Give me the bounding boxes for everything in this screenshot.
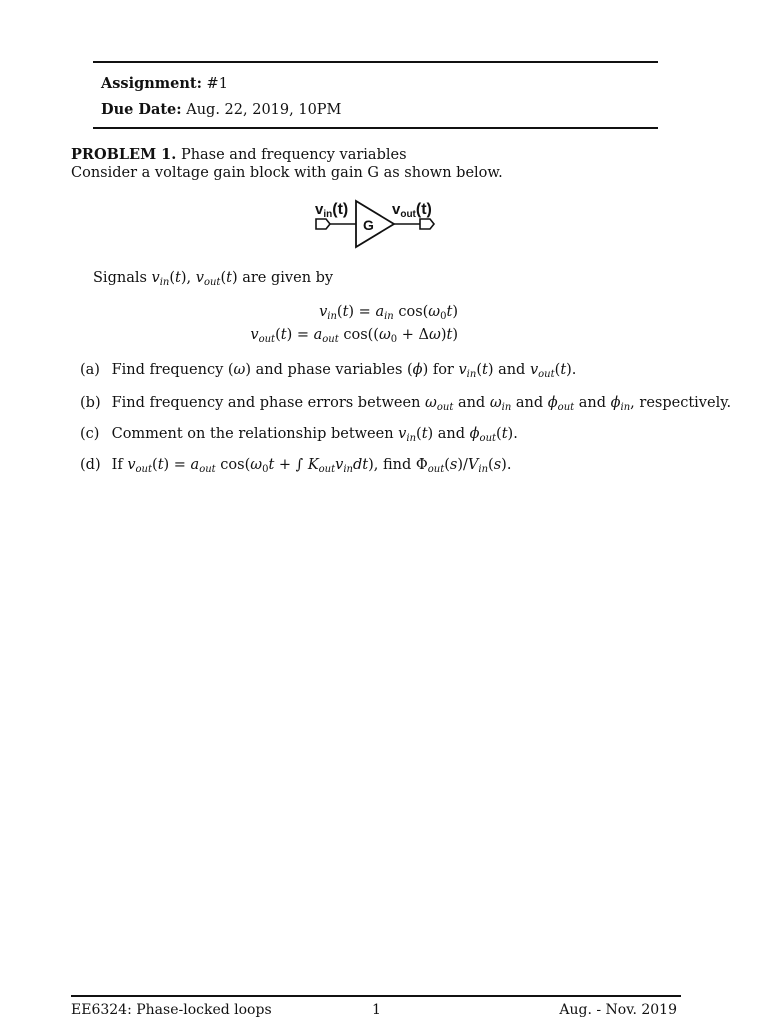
due-date-label: Due Date: — [101, 101, 182, 118]
header-bottom-rule — [93, 127, 658, 129]
footer-course: EE6324: Phase-locked loops — [71, 1002, 272, 1018]
footer-rule — [71, 995, 681, 997]
signals-intro: Signals $v_{in}(t)$, $v_{out}(t)$ are given by — [93, 270, 334, 288]
question-a: (a) Find frequency (ω) and phase variables (ϕ) for $v_{in}(t)$ and $v_{out}(t)$. — [80, 362, 577, 380]
input-port-icon — [316, 219, 330, 229]
problem-intro: Consider a voltage gain block with gain G as shown below. — [71, 165, 503, 181]
question-label: (d) — [80, 457, 101, 473]
due-date-line — [101, 101, 341, 118]
figure-output-label: $v_{out}(t)$ — [392, 201, 432, 220]
question-label: (a) — [80, 362, 100, 378]
question-d: (d) If $v_{out}(t) = a_{out}$ $\cos(\omega_0t$ + ∫ $K_{out}v_{in}dt$), find $\Phi_{out}(s)/V_{in}(s)$. — [80, 457, 512, 475]
question-label: (b) — [80, 395, 101, 411]
problem-heading — [71, 146, 407, 163]
gain-block-diagram — [310, 195, 442, 253]
amplifier-triangle-icon — [356, 201, 394, 247]
question-c: (c) Comment on the relationship between $v_{in}(t)$ and $\phi_{out}(t)$. — [80, 426, 518, 444]
footer-page-number: 1 — [372, 1002, 381, 1018]
figure-gain-label: G — [363, 217, 374, 233]
question-label: (c) — [80, 426, 100, 442]
problem-title: Phase and frequency variables — [180, 147, 407, 163]
output-port-icon — [420, 219, 434, 229]
equation-vout: $v_{out}(t) = a_{out}$ $\cos((\omega_0 + \Delta\omega)t)$ — [250, 327, 458, 345]
assignment-value: #1 — [206, 76, 228, 92]
figure-input-label: $v_{in}(t)$ — [315, 201, 349, 220]
assignment-label: Assignment: — [101, 75, 202, 92]
due-date-value: Aug. 22, 2019, 10PM — [186, 102, 342, 118]
footer-term: Aug. - Nov. 2019 — [559, 1002, 677, 1018]
header-top-rule — [93, 61, 658, 63]
question-b: (b) Find frequency and phase errors between $\omega_{out}$ and $\omega_{in}$ and $\phi_{out}$ and $\phi_{in}$, respectively. — [80, 395, 732, 413]
assignment-line — [101, 75, 228, 92]
problem-number: PROBLEM 1. — [71, 146, 177, 163]
equation-vin: $v_{in}(t) = a_{in}$ $\cos(\omega_0t)$ — [319, 304, 458, 322]
